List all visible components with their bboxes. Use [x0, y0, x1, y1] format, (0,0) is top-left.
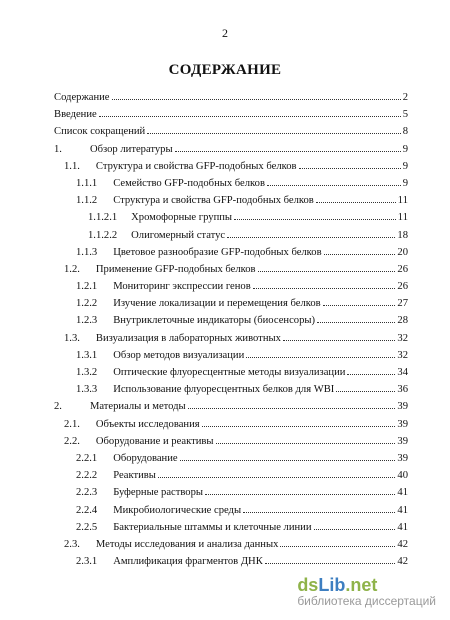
watermark-logo-ds: ds	[297, 575, 319, 595]
watermark	[297, 575, 436, 608]
toc-dot-leader	[227, 231, 395, 238]
watermark-subtitle: библиотека диссертаций	[297, 594, 436, 608]
toc-entry	[54, 556, 408, 573]
toc-entry-title: Использование флуоресцентных белков для WBI	[113, 384, 335, 396]
toc-dot-leader	[323, 299, 396, 306]
toc-entry	[54, 109, 408, 126]
toc-entry-page: 26	[397, 263, 408, 275]
toc-entry-title: Хромофорные группы	[131, 212, 233, 224]
toc-entry	[54, 126, 408, 143]
toc-entry	[54, 436, 408, 453]
toc-dot-leader	[175, 145, 401, 152]
toc-dot-leader	[267, 179, 401, 186]
toc-entry-number: 1.1.2.2	[88, 229, 118, 241]
toc-entry	[54, 453, 408, 470]
toc-entry-page: 2	[402, 92, 408, 103]
toc-entry-page: 32	[397, 349, 408, 361]
toc-entry-page: 8	[402, 126, 408, 138]
toc-entry-page: 39	[397, 435, 408, 447]
toc-dot-leader	[280, 540, 395, 547]
toc-entry-number: 1.1.	[64, 160, 80, 172]
toc-entry-page: 18	[397, 229, 408, 241]
toc-entry	[54, 315, 408, 332]
toc-entry-page: 11	[397, 212, 408, 224]
toc-dot-leader	[253, 282, 396, 289]
toc-entry	[54, 401, 408, 418]
toc-entry-number: 2.2.	[64, 435, 80, 447]
toc-entry-number: 1.1.3	[76, 246, 98, 258]
toc-entry-title: Список сокращений	[54, 126, 146, 138]
toc-entry	[54, 247, 408, 264]
toc-entry-page: 11	[397, 195, 408, 207]
toc-entry	[54, 281, 408, 298]
toc-entry	[54, 92, 408, 109]
toc-dot-leader	[243, 506, 395, 513]
toc-dot-leader	[258, 265, 396, 272]
watermark-logo	[297, 575, 436, 596]
toc-entry-number: 1.3.3	[76, 384, 98, 396]
toc-entry-number: 1.1.2	[76, 195, 98, 207]
toc-entry-title: Обзор литературы	[89, 143, 173, 155]
toc-entry-page: 41	[397, 504, 408, 516]
toc-entry-number: 1.	[54, 143, 62, 155]
toc-entry	[54, 333, 408, 350]
toc-entry	[54, 350, 408, 367]
toc-dot-leader	[180, 454, 396, 461]
toc-dot-leader	[112, 93, 401, 100]
toc-entry-page: 39	[397, 418, 408, 430]
toc-entry-page: 34	[397, 367, 408, 378]
toc-entry-number: 2.2.3	[76, 487, 98, 499]
toc-entry-title: Структура и свойства GFP-подобных белков	[113, 195, 314, 207]
toc-entry-title: Применение GFP-подобных белков	[95, 263, 256, 275]
toc-entry-number: 2.3.	[64, 538, 80, 550]
toc-entry-number: 1.1.2.1	[88, 212, 118, 224]
toc-entry-number: 1.2.3	[76, 315, 98, 327]
toc-entry-title: Реактивы	[113, 470, 156, 482]
toc-entry-title: Изучение локализации и перемещения белков	[113, 298, 321, 310]
toc-dot-leader	[188, 403, 396, 410]
table-of-contents	[54, 92, 408, 573]
toc-entry-number: 1.2.2	[76, 298, 98, 310]
toc-entry-number: 1.3.1	[76, 349, 98, 361]
toc-entry-number: 2.2.5	[76, 521, 98, 533]
toc-entry	[54, 470, 408, 487]
toc-entry	[54, 367, 408, 384]
toc-dot-leader	[314, 523, 396, 530]
toc-entry-page: 28	[397, 315, 408, 327]
toc-entry-page: 42	[397, 556, 408, 568]
toc-entry-page: 39	[397, 452, 408, 464]
toc-entry-page: 26	[397, 281, 408, 293]
toc-entry-title: Цветовое разнообразие GFP-подобных белков	[113, 246, 322, 258]
toc-dot-leader	[246, 351, 395, 358]
toc-dot-leader	[283, 334, 396, 341]
toc-entry	[54, 298, 408, 315]
page-title: СОДЕРЖАНИЕ	[168, 62, 282, 78]
toc-entry-page: 41	[397, 487, 408, 499]
toc-entry-page: 9	[402, 143, 408, 155]
toc-dot-leader	[299, 162, 401, 169]
toc-entry-title: Содержание	[54, 92, 110, 103]
toc-entry	[54, 522, 408, 539]
toc-entry-title: Структура и свойства GFP-подобных белков	[95, 160, 297, 172]
toc-entry-title: Бактериальные штаммы и клеточные линии	[113, 521, 312, 533]
toc-dot-leader	[202, 420, 396, 427]
toc-entry	[54, 178, 408, 195]
toc-entry	[54, 161, 408, 178]
toc-entry-page: 5	[402, 109, 408, 121]
toc-entry-title: Материалы и методы	[89, 401, 186, 413]
watermark-logo-net: .net	[345, 575, 378, 595]
toc-entry-number: 2.3.1	[76, 556, 98, 568]
toc-entry-number: 1.1.1	[76, 177, 98, 189]
toc-entry-number: 1.3.	[64, 332, 80, 344]
page-number: 2	[222, 26, 228, 40]
toc-entry-page: 40	[397, 470, 408, 482]
toc-entry-title: Оптические флуоресцентные методы визуализации	[113, 367, 346, 378]
toc-entry-page: 20	[397, 246, 408, 258]
toc-dot-leader	[205, 488, 395, 495]
toc-entry-number: 1.2.1	[76, 281, 98, 293]
toc-entry-title: Оборудование	[113, 452, 178, 464]
toc-entry-title: Микробиологические среды	[113, 504, 242, 516]
toc-entry-title: Семейство GFP-подобных белков	[113, 177, 265, 189]
toc-entry-title: Буферные растворы	[113, 487, 204, 499]
toc-dot-leader	[234, 213, 396, 220]
toc-entry-page: 27	[397, 298, 408, 310]
toc-entry-page: 41	[397, 521, 408, 533]
toc-dot-leader	[347, 368, 395, 375]
toc-entry-page: 42	[397, 538, 408, 550]
toc-entry	[54, 505, 408, 522]
toc-entry-title: Внутриклеточные индикаторы (биосенсоры)	[113, 315, 316, 327]
toc-entry-title: Оборудование и реактивы	[95, 435, 214, 447]
toc-entry-page: 39	[397, 401, 408, 413]
toc-entry-number: 1.3.2	[76, 367, 98, 378]
toc-entry-title: Введение	[54, 109, 97, 121]
toc-entry-title: Обзор методов визуализации	[113, 349, 245, 361]
toc-dot-leader	[158, 471, 396, 478]
toc-entry-title: Визуализация в лабораторных животных	[95, 332, 281, 344]
toc-entry	[54, 195, 408, 212]
toc-entry-page: 36	[397, 384, 408, 396]
toc-entry	[54, 264, 408, 281]
toc-dot-leader	[265, 557, 396, 564]
toc-entry-number: 2.	[54, 401, 62, 413]
toc-entry	[54, 212, 408, 229]
toc-entry-title: Мониторинг экспрессии генов	[113, 281, 251, 293]
toc-dot-leader	[317, 317, 395, 324]
toc-entry	[54, 419, 408, 436]
toc-dot-leader	[316, 196, 396, 203]
toc-entry	[54, 539, 408, 556]
toc-entry	[54, 230, 408, 247]
toc-entry	[54, 384, 408, 401]
toc-dot-leader	[336, 385, 395, 392]
toc-entry-number: 2.1.	[64, 418, 80, 430]
toc-entry	[54, 144, 408, 161]
toc-entry-page: 32	[397, 332, 408, 344]
toc-entry-title: Амплификация фрагментов ДНК	[113, 556, 263, 568]
toc-entry-page: 9	[402, 160, 408, 172]
toc-entry-number: 2.2.2	[76, 470, 98, 482]
toc-entry-title: Олигомерный статус	[131, 229, 226, 241]
watermark-logo-lib: Lib	[318, 575, 346, 595]
toc-dot-leader	[216, 437, 396, 444]
toc-entry-page: 9	[402, 177, 408, 189]
toc-entry-title: Объекты исследования	[95, 418, 200, 430]
toc-dot-leader	[324, 248, 396, 255]
toc-entry	[54, 487, 408, 504]
toc-dot-leader	[147, 128, 400, 135]
toc-entry-number: 1.2.	[64, 263, 80, 275]
toc-entry-number: 2.2.4	[76, 504, 98, 516]
toc-dot-leader	[99, 110, 401, 117]
toc-entry-number: 2.2.1	[76, 452, 98, 464]
toc-entry-title: Методы исследования и анализа данных	[95, 538, 279, 550]
